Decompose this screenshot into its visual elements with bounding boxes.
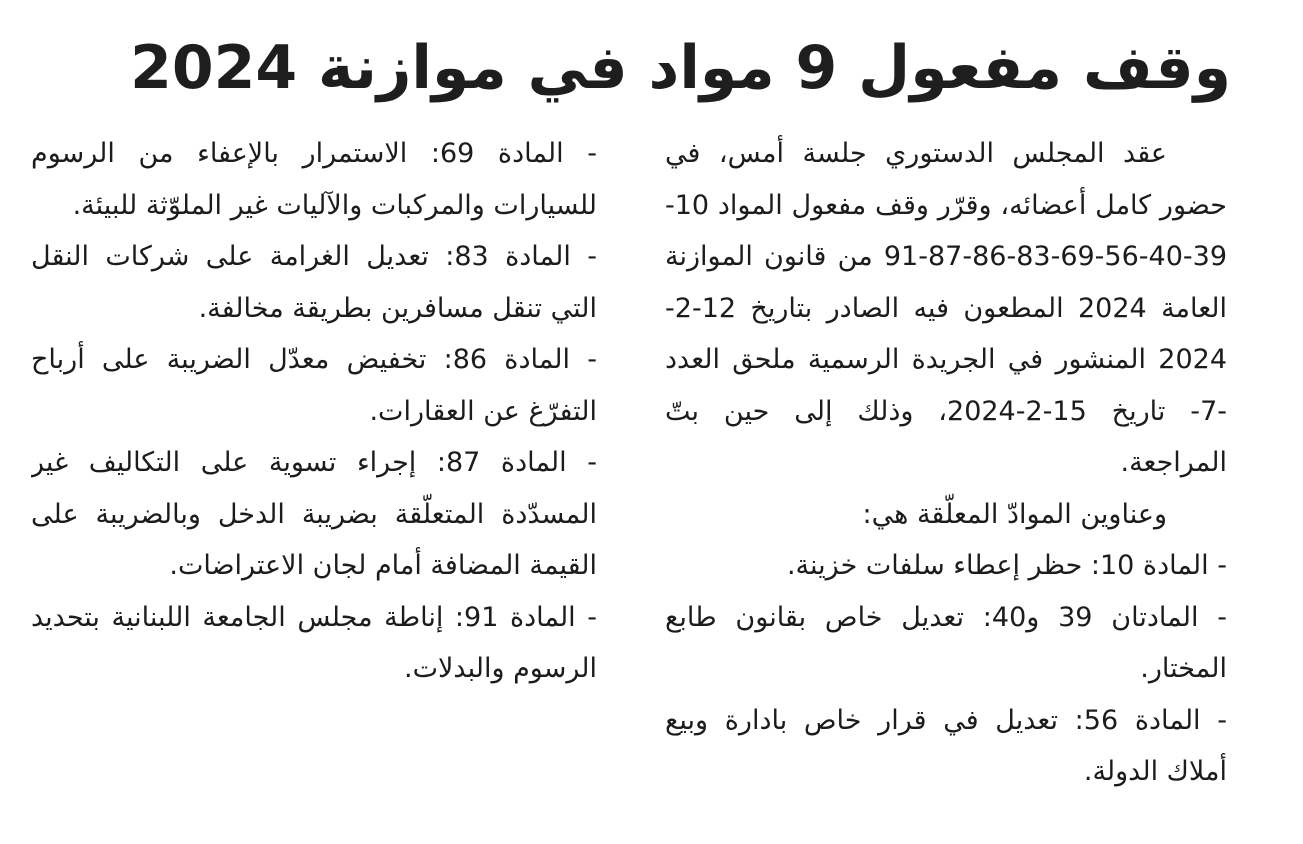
article-column-right [665,128,1227,788]
article-item-91: - المادة 91: إناطة مجلس الجامعة اللبنانية بتحديد الرسوم والبدلات. [31,601,597,684]
article-item-10: - المادة 10: حظر إعطاء سلفات خزينة. [786,550,1227,581]
article-column-left [31,128,597,788]
article-intro-paragraph: عقد المجلس الدستوري جلسة أمس، في حضور كامل أعضائه، وقرّر وقف مفعول المواد 10-39-40-56-69-83-86-87-91 من قانون الموازنة العامة 2024 المطعون فيه الصادر بتاريخ 12-2-2024 المنشور في الجريدة الرسمية ملحق العدد -7- تاريخ 15-2-2024، وذلك إلى حين بتّ المراجعة. [665,138,1227,478]
article-item-39-40: - المادتان 39 و40: تعديل خاص بقانون طابع المختار. [665,601,1227,684]
article-item-56: - المادة 56: تعديل في قرار خاص بادارة وبيع أملاك الدولة. [665,704,1227,787]
article-item-86: - المادة 86: تخفيض معدّل الضريبة على أرباح التفرّغ عن العقارات. [31,344,597,427]
article-item-69: - المادة 69: الاستمرار بالإعفاء من الرسوم للسيارات والمركبات والآليات غير الملوّثة للبيئة. [31,138,597,221]
suspended-articles-heading: وعناوين الموادّ المعلّقة هي: [862,498,1167,530]
article-item-83: - المادة 83: تعديل الغرامة على شركات النقل التي تنقل مسافرين بطريقة مخالفة. [31,241,597,324]
article-headline: وقف مفعول 9 مواد في موازنة 2024 [130,33,1231,103]
article-item-87: - المادة 87: إجراء تسوية على التكاليف غير المسدّدة المتعلّقة بضريبة الدخل وبالضريبة على القيمة المضافة أمام لجان الاعتراضات. [31,447,597,581]
